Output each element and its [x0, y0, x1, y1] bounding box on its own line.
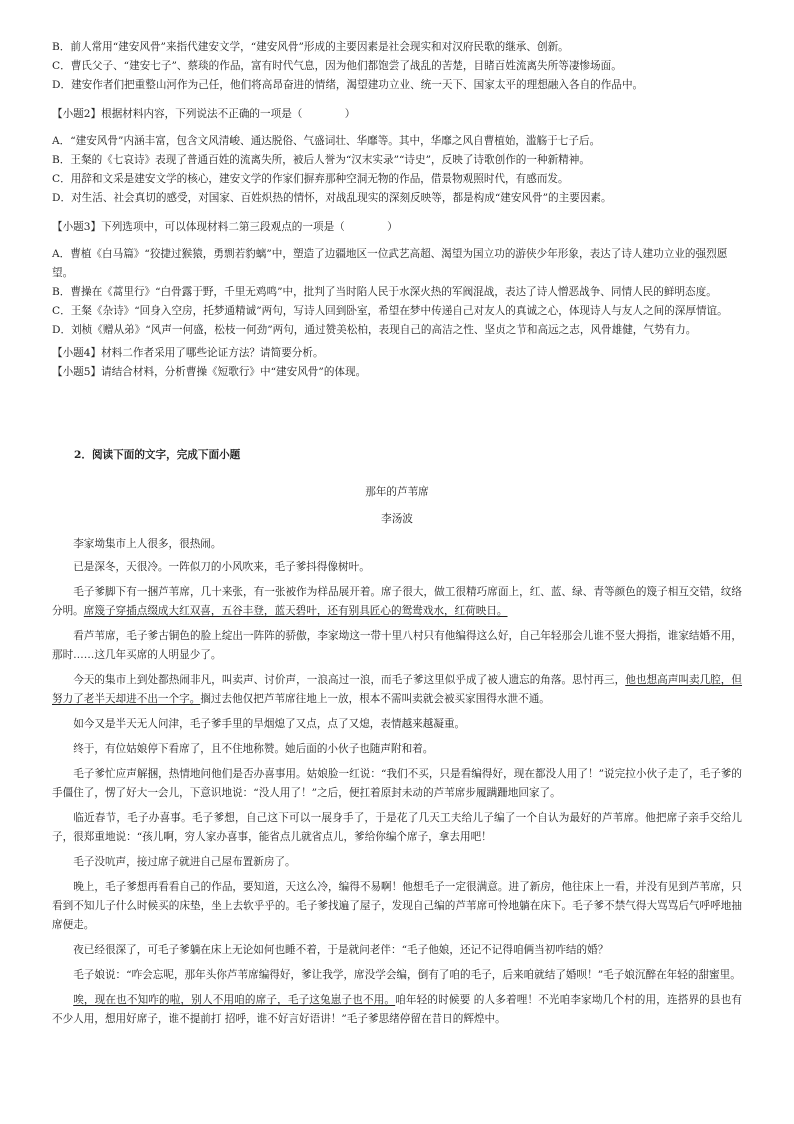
- underlined-sentence: 唉，现在也不知咋的啦，别人不用咱的席子，毛子这兔崽子也不用。: [73, 994, 396, 1006]
- question-5: 【小题5】请结合材料，分析曹操《短歌行》中“建安风骨”的体现。: [52, 366, 367, 378]
- reading-questions-section: [52, 38, 742, 382]
- passage-title: 那年的芦苇席: [365, 486, 429, 498]
- q3-option-b: B．曹操在《蒿里行》“白骨露于野，千里无鸡鸣”中，批判了当时陷人民于水深火热的军阀混战，表达了诗人憎恶战争、同情人民的鲜明态度。: [52, 286, 717, 298]
- question-3: 【小题3】下列选项中，可以体现材料二第三段观点的一项是（ ）: [52, 221, 398, 233]
- q3-option-a: A．曹植《白马篇》“狡捷过猴猿，勇剽若豹螭”中，塑造了边疆地区一位武艺高超、渴望为国立功的游侠少年形象，表达了诗人建功立业的强烈愿望。: [52, 248, 728, 279]
- q3-option-d: D．刘桢《赠从弟》“风声一何盛，松枝一何劲”两句，通过赞美松柏，表现自己的高洁之性、坚贞之节和高远之志，风骨雄健，气势有力。: [52, 324, 697, 336]
- passage-paragraph: 毛子爹脚下有一捆芦苇席，几十来张，有一张被作为样品展开着。席子很大，做工很精巧席面上，红、蓝、绿、青等颜色的篾子相互交错，纹络分明。席篾子穿插点缀成大红双喜，五谷丰登，蓝天碧叶，还有别具匠心的鸳鸯戏水，红荷映日。: [52, 586, 742, 617]
- passage-author: 李汤波: [381, 513, 413, 525]
- q1-option-c: C．曹氏父子、“建安七子”、蔡琰的作品，富有时代气息，因为他们都饱尝了战乱的苦楚，目睹百姓流离失所等凄惨场面。: [52, 60, 622, 72]
- q2-option-b: B．王粲的《七哀诗》表现了普通百姓的流离失所，被后人誉为“汉末实录”“诗史”，反映了诗歌创作的一种新精神。: [52, 154, 590, 166]
- passage-paragraph: 今天的集市上到处都热闹非凡，叫卖声、讨价声，一浪高过一浪，而毛子爹这里似乎成了被人遗忘的角落。思忖再三，他也想高声叫卖几腔，但努力了老半天却进不出一个字。搁过去他仅把芦苇席往地上一放，根本不需叫卖就会被买家围得水泄不通。: [52, 674, 743, 705]
- q1-option-d: D．建安作者们把重整山河作为己任，他们将高昂奋进的情绪，渴望建功立业、统一天下、国家太平的理想融入各自的作品中。: [52, 79, 644, 91]
- passage-paragraph: 如今又是半天无人问津，毛子爹手里的旱烟熄了又点，点了又熄，表情越来越凝重。: [73, 718, 466, 730]
- passage-paragraph: 已是深冬，天很冷。一阵似刀的小风吹来，毛子爹抖得像树叶。: [73, 561, 370, 573]
- question-2: 【小题2】根据材料内容，下列说法不正确的一项是（ ）: [52, 108, 356, 120]
- passage-paragraph: 夜已经很深了，可毛子爹躺在床上无论如何也睡不着，于是就问老伴：“毛子他娘，还记不记得咱俩当初咋结的婚？: [73, 944, 609, 956]
- passage-paragraph: 终于，有位姑娘停下看席了，且不住地称赞。她后面的小伙子也随声附和着。: [73, 743, 434, 755]
- passage-paragraph: 李家坳集市上人很多，很热闹。: [73, 538, 222, 550]
- underlined-sentence: 席篾子穿插点缀成大红双喜，五谷丰登，蓝天碧叶，还有别具匠心的鸳鸯戏水，红荷映日。: [83, 605, 508, 617]
- passage-paragraph: 看芦苇席，毛子爹古铜色的脸上绽出一阵阵的骄傲，李家坳这一带十里八村只有他编得这么好，自己年轻那会儿谁不竖大拇指，谁家结婚不用，那时……这几年买席的人明显少了。: [52, 630, 742, 661]
- question-4: 【小题4】材料二作者采用了哪些论证方法？请简要分析。: [52, 347, 324, 359]
- passage-paragraph: 毛子爹忙应声解捆，热情地问他们是否办喜事用。姑娘脸一红说：“我们不买，只是看编得好，现在都没人用了！”说完拉小伙子走了，毛子爹的手僵住了，愣了好大一会儿，下意识地说：“没人用了！”之后，便扛着原封未动的芦苇席步履蹒跚地回家了。: [52, 768, 742, 799]
- passage-paragraph: 晚上，毛子爹想再看看自己的作品，要知道，天这么冷，编得不易啊！他想毛子一定很满意。进了新房，他往床上一看，并没有见到芦苇席，只看到不知儿子什么时候买的床垫，坐上去软乎乎的。毛子爹找遍了屋子，发现自己编的芦苇席可怜地躺在床下。毛子爹不禁气得大骂骂后气呼呼地抽席便走。: [52, 881, 742, 931]
- passage-paragraph: 毛子没吭声，接过席子就进自己屋布置新房了。: [73, 856, 296, 868]
- q3-option-c: C．王粲《杂诗》“回身入空房，托梦通精诚”两句，写诗人回到卧室，希望在梦中传递自己对友人的真诚之心，体现诗人与友人之间的深厚情谊。: [52, 305, 728, 317]
- q2-option-c: C．用辞和文采是建安文学的核心，建安文学的作家们摒弃那种空洞无物的作品，借景物观照时代，有感而发。: [52, 173, 569, 185]
- passage-paragraph: 临近春节，毛子办喜事。毛子爹想，自己这下可以一展身手了，于是花了几天工夫给儿子编了一个自认为最好的芦苇席。他把席子亲手交给儿子，很郑重地说：“孩儿啊，穷人家办喜事，能省点儿就省点儿，爹给你编个席子，拿去用吧！: [52, 812, 742, 843]
- underlined-sentence: 他也想高声叫卖几腔，但努力了老半天却进不出一个字。: [52, 674, 743, 705]
- section-heading: 2．阅读下面的文字，完成下面小题: [74, 449, 241, 461]
- passage-paragraph: 毛子娘说：“咋会忘呢，那年头你芦苇席编得好，爹让我学，席没学会编，倒有了咱的毛子，后来咱就结了婚呗！”毛子娘沉醉在年轻的甜蜜里。: [73, 969, 741, 981]
- q2-option-d: D．对生活、社会真切的感受，对国家、百姓炽热的情怀，对战乱现实的深刻反映等，都是构成“建安风骨”的主要因素。: [52, 192, 612, 204]
- passage-paragraph: 唉，现在也不知咋的啦，别人不用咱的席子，毛子这兔崽子也不用。咱年轻的时候要 的人多着哩！不光咱李家坳几个村的用，连搭界的县也有不少人用，想用好席子，谁不提前打 招呼，谁不好言好语讲！”毛子爹思绪停留在昔日的辉煌中。: [52, 994, 742, 1025]
- q1-option-b: B．前人常用“建安风骨”来指代建安文学，“建安风骨”形成的主要因素是社会现实和对汉府民歌的继承、创新。: [52, 41, 569, 53]
- reading-passage-section: [52, 446, 742, 1029]
- q2-option-a: A．“建安风骨”内涵丰富，包含文风清峻、通达脱俗、气盛词壮、华靡等。其中，华靡之风自曹植始，滥觞于七子后。: [52, 135, 601, 147]
